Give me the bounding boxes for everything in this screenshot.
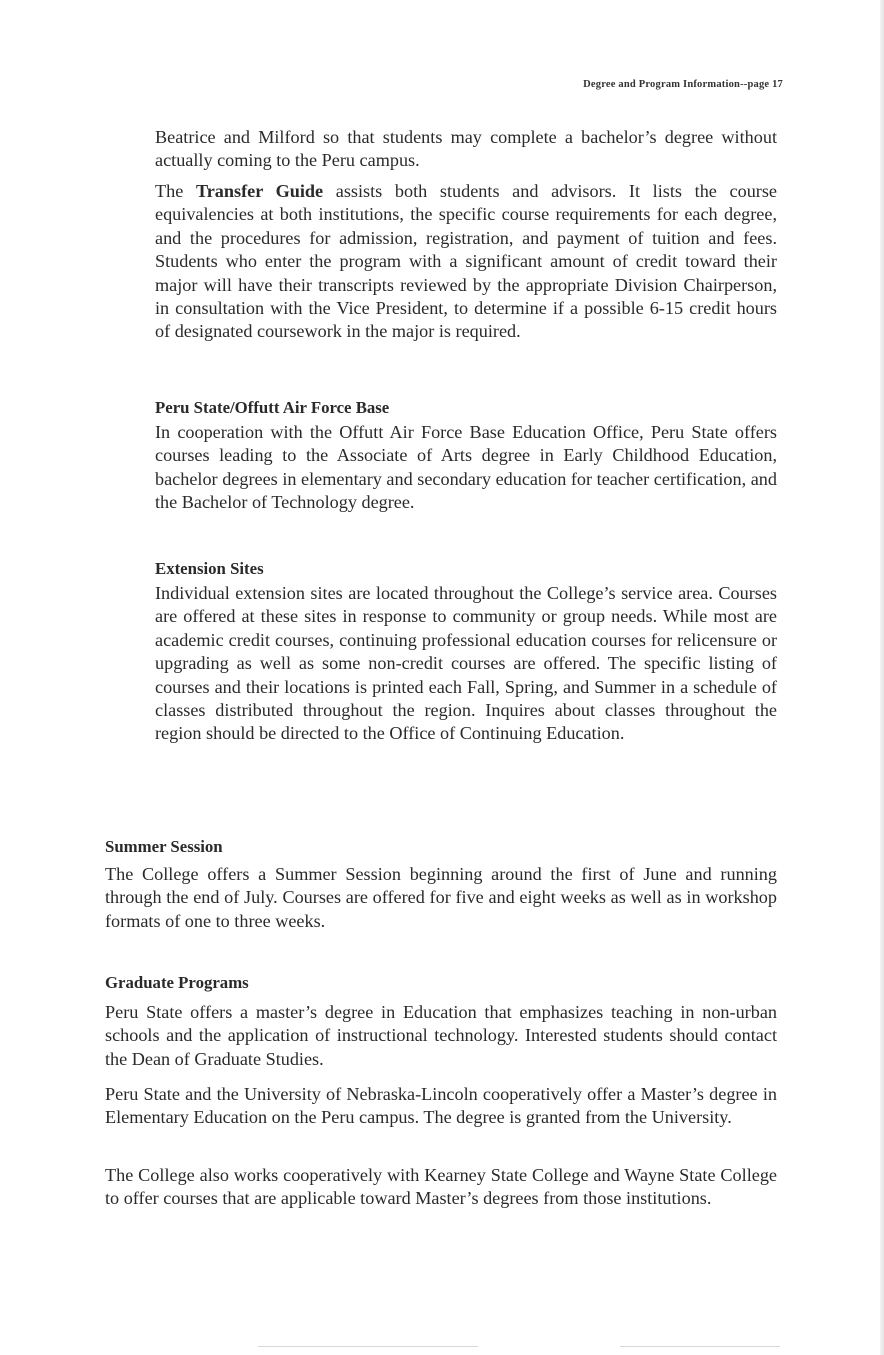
continuation-paragraph: Beatrice and Milford so that students may complete a bachelor’s degree without actually coming to the Peru campus. (155, 127, 777, 171)
extension-sites-paragraph: Individual extension sites are located throughout the College’s service area. Courses are offered at these sites in response to community or group needs. While most are academic credit courses, continuing professional education courses for relicensure or upgrading as well as some non-credit courses are offered. The specific listing of courses and their locations is printed each Fall, Spring, and Summer in a schedule of classes distributed throughout the region. Inquires about classes throughout the region should be directed to the Office of Continuing Education. (155, 583, 777, 744)
graduate-programs-paragraph-3: The College also works cooperatively with Kearney State College and Wayne State College to offer courses that are applicable toward Master’s degrees from those institutions. (105, 1165, 777, 1209)
scan-artifact-line (620, 1346, 780, 1347)
summer-session-paragraph: The College offers a Summer Session beginning around the first of June and running through the end of July. Courses are offered for five and eight weeks as well as in workshop formats of one to three weeks. (105, 864, 777, 931)
transfer-guide-lead: The (155, 181, 196, 201)
transfer-guide-paragraph (155, 180, 777, 344)
running-head: Degree and Program Information--page 17 (583, 79, 783, 90)
scan-artifact-line (258, 1346, 478, 1347)
graduate-programs-paragraph-2: Peru State and the University of Nebraska-Lincoln cooperatively offer a Master’s degree in Elementary Education on the Peru campus. The degree is granted from the University. (105, 1084, 777, 1128)
graduate-programs-paragraph-1: Peru State offers a master’s degree in Education that emphasizes teaching in non-urban schools and the application of instructional technology. Interested students should contact the Dean of Graduate Studies. (105, 1002, 777, 1069)
offutt-heading: Peru State/Offutt Air Force Base (155, 398, 390, 417)
transfer-guide-term: Transfer Guide (195, 181, 324, 201)
graduate-programs-heading: Graduate Programs (105, 973, 249, 992)
summer-session-heading: Summer Session (105, 837, 223, 856)
extension-sites-heading: Extension Sites (155, 559, 264, 578)
transfer-guide-text: assists both students and advisors. It lists the course equivalencies at both institutions, the specific course requirements for each degree, and the procedures for admission, registration, and payment of tuition and fees. Students who enter the program with a significant amount of credit toward their major will have their transcripts reviewed by the appropriate Division Chairperson, in consultation with the Vice President, to determine if a possible 6-15 credit hours of designated coursework in the major is required. (155, 181, 777, 342)
page-edge-shadow (880, 0, 884, 1355)
offutt-paragraph: In cooperation with the Offutt Air Force Base Education Office, Peru State offers courses leading to the Associate of Arts degree in Early Childhood Education, bachelor degrees in elementary and secondary education for teacher certification, and the Bachelor of Technology degree. (155, 422, 777, 513)
